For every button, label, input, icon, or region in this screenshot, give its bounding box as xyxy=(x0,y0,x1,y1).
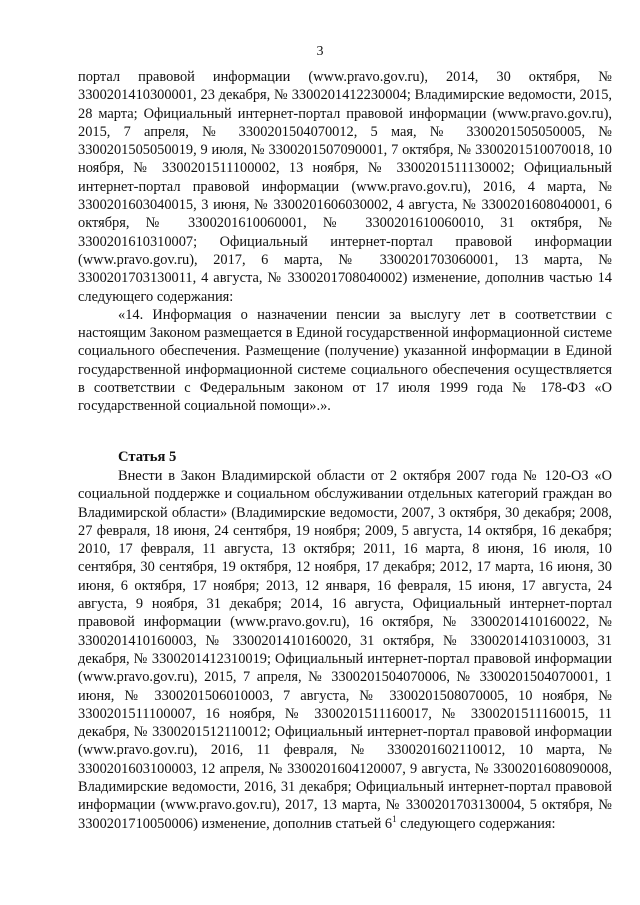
article-5-body: Внести в Закон Владимирской области от 2 октября 2007 года № 120-ОЗ «О социальной поддержке и социальном обслуживании отдельных категорий граждан во Владимирской области» (Владимирские ведомости, 2007, 3 октября, 30 декабря; 2008, 27 февраля, 18 июня, 24 сентября, 19 ноября; 2009, 5 августа, 14 октября, 16 декабря; 2010, 17 февраля, 11 августа, 13 октября; 2011, 16 марта, 8 июня, 16 июля, 10 сентября, 30 сентября, 19 октября, 12 ноября, 17 декабря; 2012, 17 марта, 16 июня, 30 июня, 6 октября, 17 ноября; 2013, 12 января, 16 февраля, 15 июня, 17 августа, 24 августа, 9 ноября, 31 декабря; 2014, 16 августа, Официальный интернет-портал правовой информации (www.pravo.gov.ru), 16 октября, № 3300201410160022, № 3300201410160003, № 3300201410160020, 31 октября, № 3300201410310003, 31 декабря, № 3300201412310019; Официальный интернет-портал правовой информации (www.pravo.gov.ru), 2015, 7 апреля, № 3300201504070006, № 3300201504070001, 1 июня, № 3300201506010003, 7 августа, № 3300201508070005, 10 ноября, № 3300201511100007, 16 ноября, № 3300201511160017, № 3300201511160015, 11 декабря, № 3300201512110012; Официальный интернет-портал правовой информации (www.pravo.gov.ru), 2016, 11 февраля, № 3300201602110012, 10 марта, № 3300201603100003, 12 апреля, № 3300201604120007, 9 августа, № 3300201608090008, Владимирские ведомости, 2016, 31 декабря; Официальный интернет-портал правовой информации (www.pravo.gov.ru), 2017, 13 марта, № 3300201703130004, 5 октября, № 3300201710050006) изменение, дополнив статьей 6 xyxy=(78,467,612,832)
paragraph-amendment-sources: портал правовой информации (www.pravo.gov.ru), 2014, 30 октября, № 3300201410300001, 23 декабря, № 3300201412230004; Владимирские ведомости, 2015, 28 марта; Официальный интернет-портал правовой информации (www.pravo.gov.ru), 2015, 7 апреля, № 3300201504070012, 5 мая, № 3300201505050005, № 3300201505050019, 9 июля, № 3300201507090001, 7 октября, № 3300201510070018, 10 ноября, № 3300201511100002, 13 ноября, № 3300201511130002; Официальный интернет-портал правовой информации (www.pravo.gov.ru), 2016, 4 марта, № 3300201603040015, 3 июня, № 3300201606030002, 4 августа, № 3300201608040001, 6 октября, № 3300201610060001, № 3300201610060010, 31 октября, № 3300201610310007; Официальный интернет-портал правовой информации (www.pravo.gov.ru), 2017, 6 марта, № 3300201703060001, 13 марта, № 3300201703130011, 4 августа, № 3300201708040002) изменение, дополнив частью 14 следующего содержания: xyxy=(78,69,612,305)
article-superscript: 1 xyxy=(392,813,397,824)
article-5-ending: следующего содержания: xyxy=(396,815,556,832)
paragraph-part-14-text: «14. Информация о назначении пенсии за выслугу лет в соответствии с настоящим Законом размещается в Единой государственной информационной системе социального обеспечения. Размещение (получение) указанной информации в Единой государственной информационной системе социального обеспечения осуществляется в соответствии с Федеральным законом от 17 июля 1999 года № 178-ФЗ «О государственной социальной помощи».». xyxy=(78,306,612,415)
page-number: 3 xyxy=(316,44,324,59)
document-body xyxy=(78,68,612,833)
paragraph-article-5-text xyxy=(78,467,612,833)
article-5-heading: Статья 5 xyxy=(118,448,177,465)
